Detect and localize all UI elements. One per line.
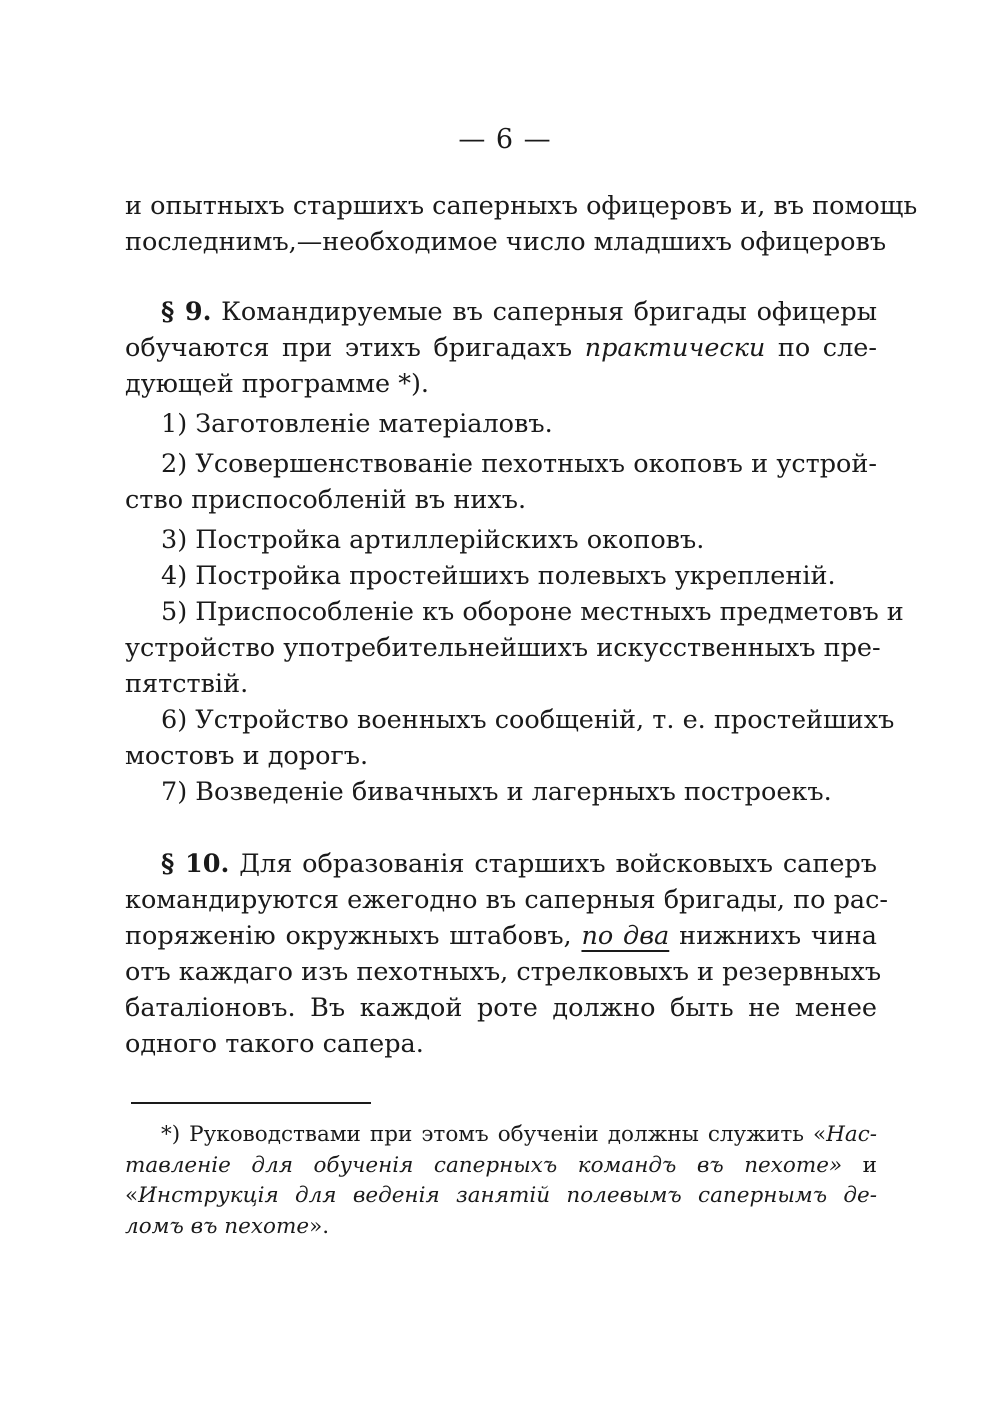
- section-9: [125, 294, 904, 810]
- text-span: *) Руководствами при этомъ обученіи должны служить «: [161, 1122, 827, 1147]
- list-item: [125, 446, 877, 518]
- text-line: одного такого сапера.: [125, 1029, 424, 1059]
- text-line: 6) Устройство военныхъ сообщеній, т. е. простейшихъ: [161, 705, 895, 735]
- text-line: отъ каждаго изъ пехотныхъ, стрелковыхъ и резервныхъ: [125, 957, 882, 987]
- section-mark: § 10.: [161, 849, 230, 879]
- list-item: [125, 702, 895, 774]
- text-line: последнимъ,—необходимое число младшихъ офицеровъ: [125, 227, 887, 257]
- text-line: [125, 1212, 877, 1243]
- text-line: 4) Постройка простейшихъ полевыхъ укрепленій.: [161, 561, 836, 591]
- italic-title: Инструкція для веденія занятій полевымъ сапернымъ де-: [138, 1183, 877, 1208]
- section-mark: § 9.: [161, 297, 212, 327]
- text-line: 1) Заготовленіе матеріаловъ.: [161, 409, 553, 439]
- text-span: Командируемые въ саперныя бригады офицеры: [221, 297, 877, 327]
- text-line: 2) Усовершенствованіе пехотныхъ окоповъ и устрой-: [161, 449, 877, 479]
- text-line: пятствій.: [125, 669, 249, 699]
- text-line: устройство употребительнейшихъ искусственныхъ пре-: [125, 633, 881, 663]
- section-10: [125, 846, 889, 1062]
- list-item: [125, 558, 877, 594]
- text-line: 3) Постройка артиллерійскихъ окоповъ.: [161, 525, 705, 555]
- list-item: [125, 774, 877, 810]
- text-line: [125, 294, 877, 330]
- list-item: [125, 522, 877, 558]
- italic-title: Нас-: [826, 1122, 877, 1147]
- text-line: [125, 918, 877, 954]
- text-line: баталіоновъ. Въ каждой роте должно быть не менее: [125, 993, 877, 1023]
- text-line: [125, 1120, 877, 1151]
- text-line: мостовъ и дорогъ.: [125, 741, 369, 771]
- text-span: Для образованія старшихъ войсковыхъ саперъ: [239, 849, 878, 879]
- italic-title: тавленіе для обученія саперныхъ командъ въ пехоте»: [125, 1152, 843, 1178]
- text-line: командируются ежегодно въ саперныя бригады, по рас-: [125, 885, 889, 915]
- paragraph-continuation: [125, 188, 918, 260]
- text-span: «: [125, 1183, 139, 1208]
- text-line: [125, 1181, 877, 1212]
- list-item: [125, 594, 904, 702]
- text-span: по сле-: [777, 333, 877, 363]
- text-span: ».: [309, 1213, 330, 1239]
- text-line: 5) Приспособленіе къ обороне местныхъ предметовъ и: [161, 597, 904, 627]
- italic-emphasis: практически: [584, 333, 766, 363]
- text-line: 7) Возведеніе бивачныхъ и лагерныхъ построекъ.: [161, 777, 832, 807]
- underlined-emphasis: по два: [581, 921, 670, 951]
- footnote-divider: [131, 1102, 371, 1104]
- text-line: и опытныхъ старшихъ саперныхъ офицеровъ и, въ помощь: [125, 191, 918, 221]
- text-line: [125, 330, 877, 366]
- text-line: [125, 1151, 877, 1182]
- text-line: [125, 846, 877, 882]
- text-span: нижнихъ чина: [679, 921, 877, 951]
- footnote: [125, 1120, 877, 1242]
- list-item: [125, 406, 877, 442]
- page-number: — 6 —: [458, 124, 552, 155]
- text-span: обучаются при этихъ бригадахъ: [125, 333, 573, 363]
- italic-title: ломъ въ пехоте: [125, 1213, 310, 1239]
- text-span: поряженію окружныхъ штабовъ,: [125, 921, 572, 951]
- text-line: дующей программе *).: [125, 369, 430, 399]
- text-span: и: [862, 1152, 877, 1178]
- text-line: ство приспособленій въ нихъ.: [125, 485, 527, 515]
